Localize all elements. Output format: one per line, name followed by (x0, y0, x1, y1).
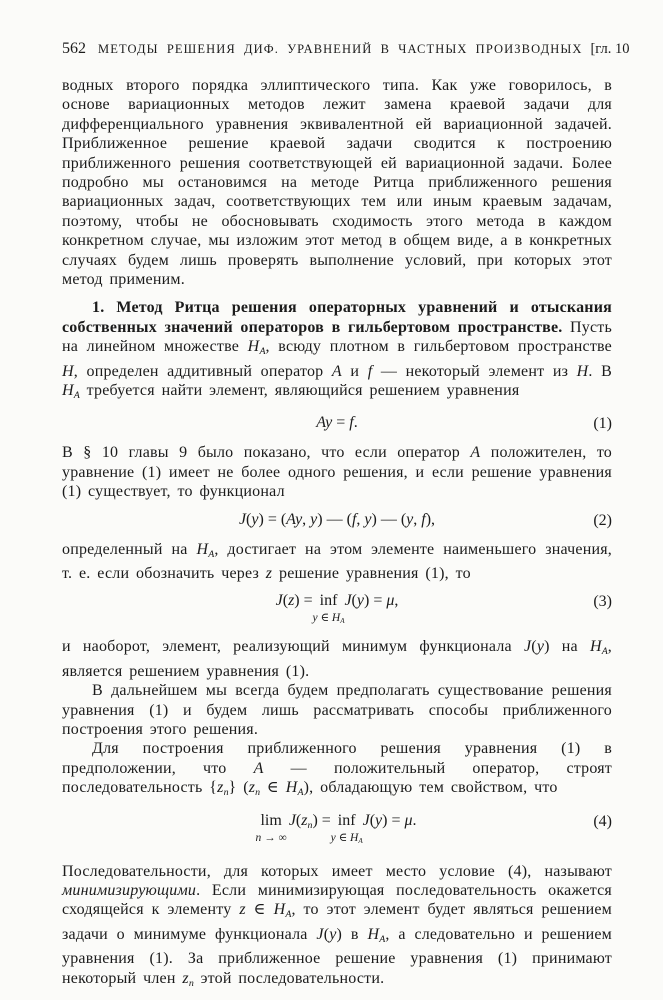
equation-body: J(y) = (Ay, y) — (f, y) — (y, f), (238, 510, 436, 528)
chapter-label: [гл. 10 (590, 41, 630, 57)
equation (62, 811, 612, 845)
paragraph: определенный на HA, достигает на этом элементе наименьшего значения, т. е. если обозначить через z решение уравнения (1), то (62, 540, 612, 583)
page-content (62, 76, 612, 993)
equation-number: (4) (593, 812, 612, 830)
math-limit-stack: lim n → ∞ (255, 811, 287, 844)
equation-number: (2) (593, 511, 612, 529)
running-head (62, 40, 630, 58)
equation-body: lim n → ∞ J(zn) = inf y ∈ HA J(y) = μ. (255, 811, 417, 845)
equation (62, 413, 612, 433)
paragraph: В дальнейшем мы всегда будем предполагать существование решения уравнения (1) и будем лишь рассматривать способы приближенного построения этого решения. (62, 682, 612, 739)
equation-body: Ay = f. (316, 414, 358, 432)
equation-number: (3) (593, 593, 612, 611)
math-limit-stack: inf y ∈ HA (330, 811, 363, 845)
paragraph: Для построения приближенного решения уравнения (1) в предположении, что A — положительный оператор, строят последовательность {zn} (zn ∈ HA), обладающую тем свойством, что (62, 740, 612, 799)
math-limit-stack: inf y ∈ HA (312, 592, 345, 626)
paragraph: водных второго порядка эллиптического типа. Как уже говорилось, в основе вариационных методов лежит замена краевой задачи для дифференциального уравнения эквивалентной ей вариационной задачей. Приближенное решение краевой задачи сводится к построению приближенного решения соответствующей ей вариационной задачи. Более подробно мы остановимся на методе Ритца приближенного решения вариационных задач, соответствующих тем или иным краевым задачам, поэтому, чтобы не обосновывать сходимость этого метода в каждом конкретном случае, мы изложим этот метод в общем виде, а в конкретных случаях будем лишь проверять выполнение условий, при которых этот метод применим. (62, 77, 612, 289)
paragraph: Последовательности, для которых имеет место условие (4), называют минимизирующими. Если минимизирующая последовательность окажется сходящейся к элементу z ∈ HA, то этот элемент будет являться решением задачи о минимуме функционала J(y) в HA, а следовательно и решением уравнения (1). За приближенное решение уравнения (1) принимают некоторый член zn этой последовательности. (62, 862, 613, 989)
equation (62, 591, 612, 626)
page-number: 562 (62, 40, 86, 57)
paragraph: и наоборот, элемент, реализующий минимум функционала J(y) на HA, является решением уравнения (1). (62, 638, 612, 680)
paragraph: 1. Метод Ритца решения операторных уравнений и отыскания собственных значений операторов в гильбертовом пространстве. Пусть на линейном множестве HA, всюду плотном в гильбертовом пространстве H, определен аддитивный оператор A и f — некоторый элемент из H. В HA требуется найти элемент, являющийся решением уравнения (62, 299, 613, 402)
running-title: МЕТОДЫ РЕШЕНИЯ ДИФ. УРАВНЕНИЙ В ЧАСТНЫХ ПРОИЗВОДНЫХ (98, 42, 583, 56)
equation (62, 510, 612, 530)
equation-number: (1) (593, 415, 612, 433)
equation-body: J(z) = inf y ∈ HA J(y) = μ, (275, 592, 399, 626)
paragraph: В § 10 главы 9 было показано, что если оператор A положителен, то уравнение (1) имеет не более одного решения, и если решение уравнения (1) существует, то функционал (62, 444, 612, 501)
